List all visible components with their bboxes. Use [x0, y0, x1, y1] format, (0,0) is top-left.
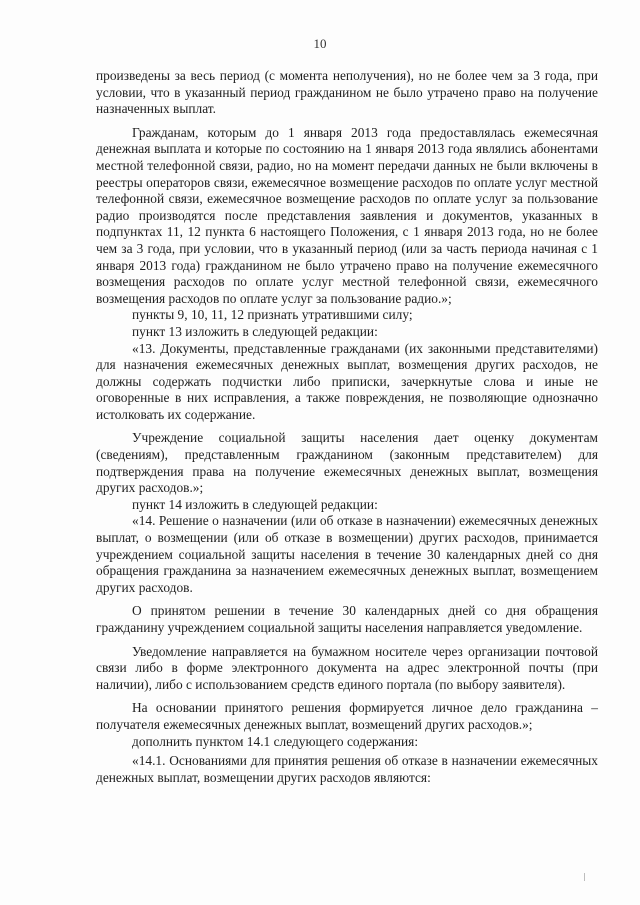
paragraph-notice-delivery: Уведомление направляется на бумажном носителе через организации почтовой связи либо в форме электронного документа на адрес электронной почты (при наличии), либо с использованием средств единого портала (по выбору заявителя).: [96, 643, 598, 692]
paragraph-personal-file: На основании принятого решения формируется личное дело гражданина – получателя ежемесячных денежных выплат, возмещений других расходов.»;: [96, 700, 598, 732]
scan-artifact-mark: [584, 873, 585, 881]
paragraph-decision-notice: О принятом решении в течение 30 календарных дней со дня обращения гражданину учреждением социальной защиты населения направляется уведомление.: [96, 603, 598, 635]
paragraph-item-13-text: «13. Документы, представленные гражданами (их законными представителями) для назначения ежемесячных денежных выплат, возмещения других расходов, не должны содержать подчистки либо приписки, зачеркнутые слова и иные не оговоренные в них исправления, а также повреждения, не позволяющие однозначно истолковать их содержание.: [96, 340, 598, 422]
paragraph-assessment: Учреждение социальной защиты населения дает оценку документам (сведениям), представленным гражданином (законным представителем) для подтверждения права на получение ежемесячных денежных выплат, возмещения других расходов.»;: [96, 430, 598, 496]
paragraph-item-14-1-text: «14.1. Основаниями для принятия решения об отказе в назначении ежемесячных денежных выплат, возмещении других расходов являются:: [96, 753, 598, 785]
page-number: 10: [313, 36, 327, 51]
document-body: [96, 68, 598, 786]
paragraph-items-9-12: пункты 9, 10, 11, 12 признать утратившими силу;: [132, 307, 413, 323]
paragraph-item-14-1-intro: дополнить пунктом 14.1 следующего содержания:: [132, 733, 419, 749]
paragraph-item-14-intro: пункт 14 изложить в следующей редакции:: [132, 496, 378, 512]
paragraph-citizens-2013: Гражданам, которым до 1 января 2013 года предоставлялась ежемесячная денежная выплата и которые по состоянию на 1 января 2013 года являлись абонентами местной телефонной связи, радио, но на момент передачи данных не были включены в реестры операторов связи, ежемесячное возмещение расходов по оплате услуг местной телефонной связи, ежемесячное возмещение расходов по оплате услуг за пользование радио производятся после представления заявления и документов, указанных в подпунктах 11, 12 пункта 6 настоящего Положения, с 1 января 2013 года, но не более чем за 3 года, при условии, что в указанный период (или за часть периода начиная с 1 января 2013 года) гражданином не было утрачено право на получение ежемесячного возмещения расходов по оплате услуг местной телефонной связи, ежемесячного возмещения расходов по оплате услуг за пользование радио.»;: [96, 124, 598, 306]
paragraph-continuation: произведены за весь период (с момента неполучения), но не более чем за 3 года, при условии, что в указанный период гражданином не было утрачено право на получение назначенных выплат.: [96, 68, 598, 117]
paragraph-item-14-text: «14. Решение о назначении (или об отказе в назначении) ежемесячных денежных выплат, о возмещении (или об отказе в возмещении) других расходов, принимается учреждением социальной защиты населения в течение 30 календарных дней со дня обращения гражданина за назначением ежемесячных денежных выплат, возмещением других расходов.: [96, 513, 598, 595]
paragraph-item-13-intro: пункт 13 изложить в следующей редакции:: [132, 323, 378, 339]
